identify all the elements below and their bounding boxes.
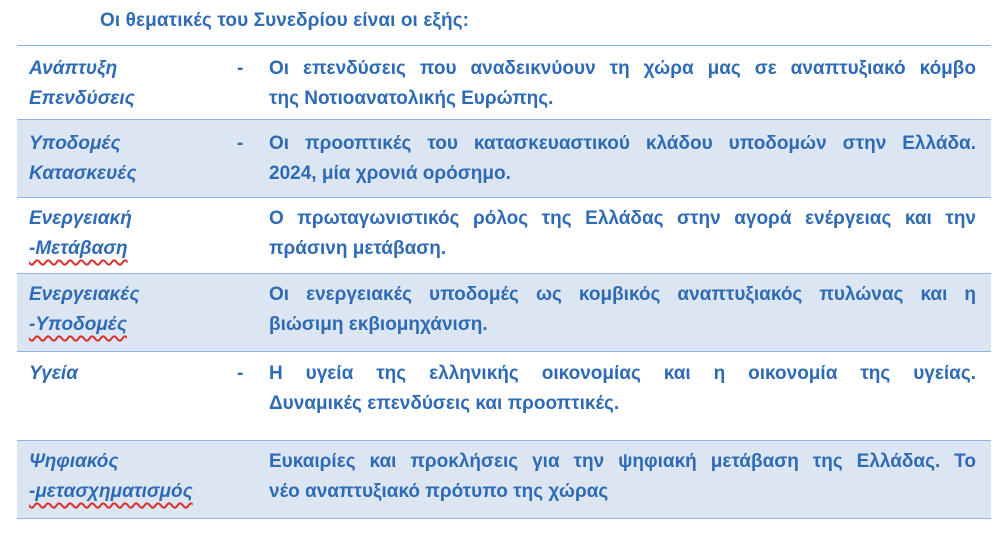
topic-label-line: Επενδύσεις — [29, 88, 135, 109]
topic-description — [269, 204, 976, 264]
topic-label-line: -Υποδομές — [29, 314, 127, 335]
topic-row-energy-transition — [17, 198, 991, 274]
topic-desc-line: 2024, μία χρονιά ορόσημο. — [269, 163, 511, 184]
topic-desc-line: πράσινη μετάβαση. — [269, 238, 447, 259]
topic-label-line: Ενεργειακή — [29, 208, 132, 229]
topic-label-line: Ανάπτυξη — [29, 58, 118, 79]
topic-row-growth — [17, 46, 991, 120]
topic-desc-line: Η υγεία της ελληνικής οικονομίας και η οικονομία της υγείας. — [269, 363, 976, 384]
topic-label — [29, 129, 137, 189]
topic-desc-line: Οι προοπτικές του κατασκευαστικού κλάδου υποδομών στην Ελλάδα. — [269, 133, 976, 154]
topic-label-line: Ψηφιακός — [29, 451, 119, 472]
page-heading: Οι θεματικές του Συνεδρίου είναι οι εξής: — [100, 10, 470, 31]
topic-row-infrastructure — [17, 120, 991, 198]
topic-label-line: Κατασκευές — [29, 163, 137, 184]
topic-row-digital — [17, 441, 991, 519]
topic-label-line: Ενεργειακές — [29, 284, 140, 305]
topic-row-health — [17, 352, 991, 441]
topic-dash: - — [237, 133, 244, 154]
topic-label-line: Υγεία — [29, 363, 78, 384]
topic-desc-line: Οι ενεργειακές υποδομές ως κομβικός αναπτυξιακός πυλώνας και η — [269, 284, 976, 305]
topic-desc-line: Οι επενδύσεις που αναδεικνύουν τη χώρα μας σε αναπτυξιακό κόμβο — [269, 58, 976, 79]
topic-desc-line: νέο αναπτυξιακό πρότυπο της χώρας — [269, 481, 609, 502]
topic-description — [269, 129, 976, 189]
topic-label — [29, 280, 140, 340]
topic-desc-line: Ο πρωταγωνιστικός ρόλος της Ελλάδας στην αγορά ενέργειας και την — [269, 208, 976, 229]
topic-label — [29, 359, 78, 389]
topic-label-line: -μετασχηματισμός — [29, 481, 193, 502]
topic-desc-line: βιώσιμη εκβιομηχάνιση. — [269, 314, 488, 335]
topics-table — [17, 45, 991, 519]
topic-description — [269, 359, 976, 419]
topic-label — [29, 204, 132, 264]
topic-dash: - — [237, 363, 244, 384]
topic-description — [269, 447, 976, 507]
topic-desc-line: Ευκαιρίες και προκλήσεις για την ψηφιακή μετάβαση της Ελλάδας. Το — [269, 451, 976, 472]
topic-label — [29, 54, 135, 114]
topic-dash: - — [237, 58, 244, 79]
topic-desc-line: Δυναμικές επενδύσεις και προοπτικές. — [269, 393, 620, 414]
topic-label — [29, 447, 193, 507]
topic-description — [269, 280, 976, 340]
topic-row-energy-infrastructure — [17, 274, 991, 352]
topic-description — [269, 54, 976, 114]
topic-desc-line: της Νοτιοανατολικής Ευρώπης. — [269, 88, 554, 109]
topic-label-line: Υποδομές — [29, 133, 121, 154]
topic-label-line: -Μετάβαση — [29, 238, 128, 259]
